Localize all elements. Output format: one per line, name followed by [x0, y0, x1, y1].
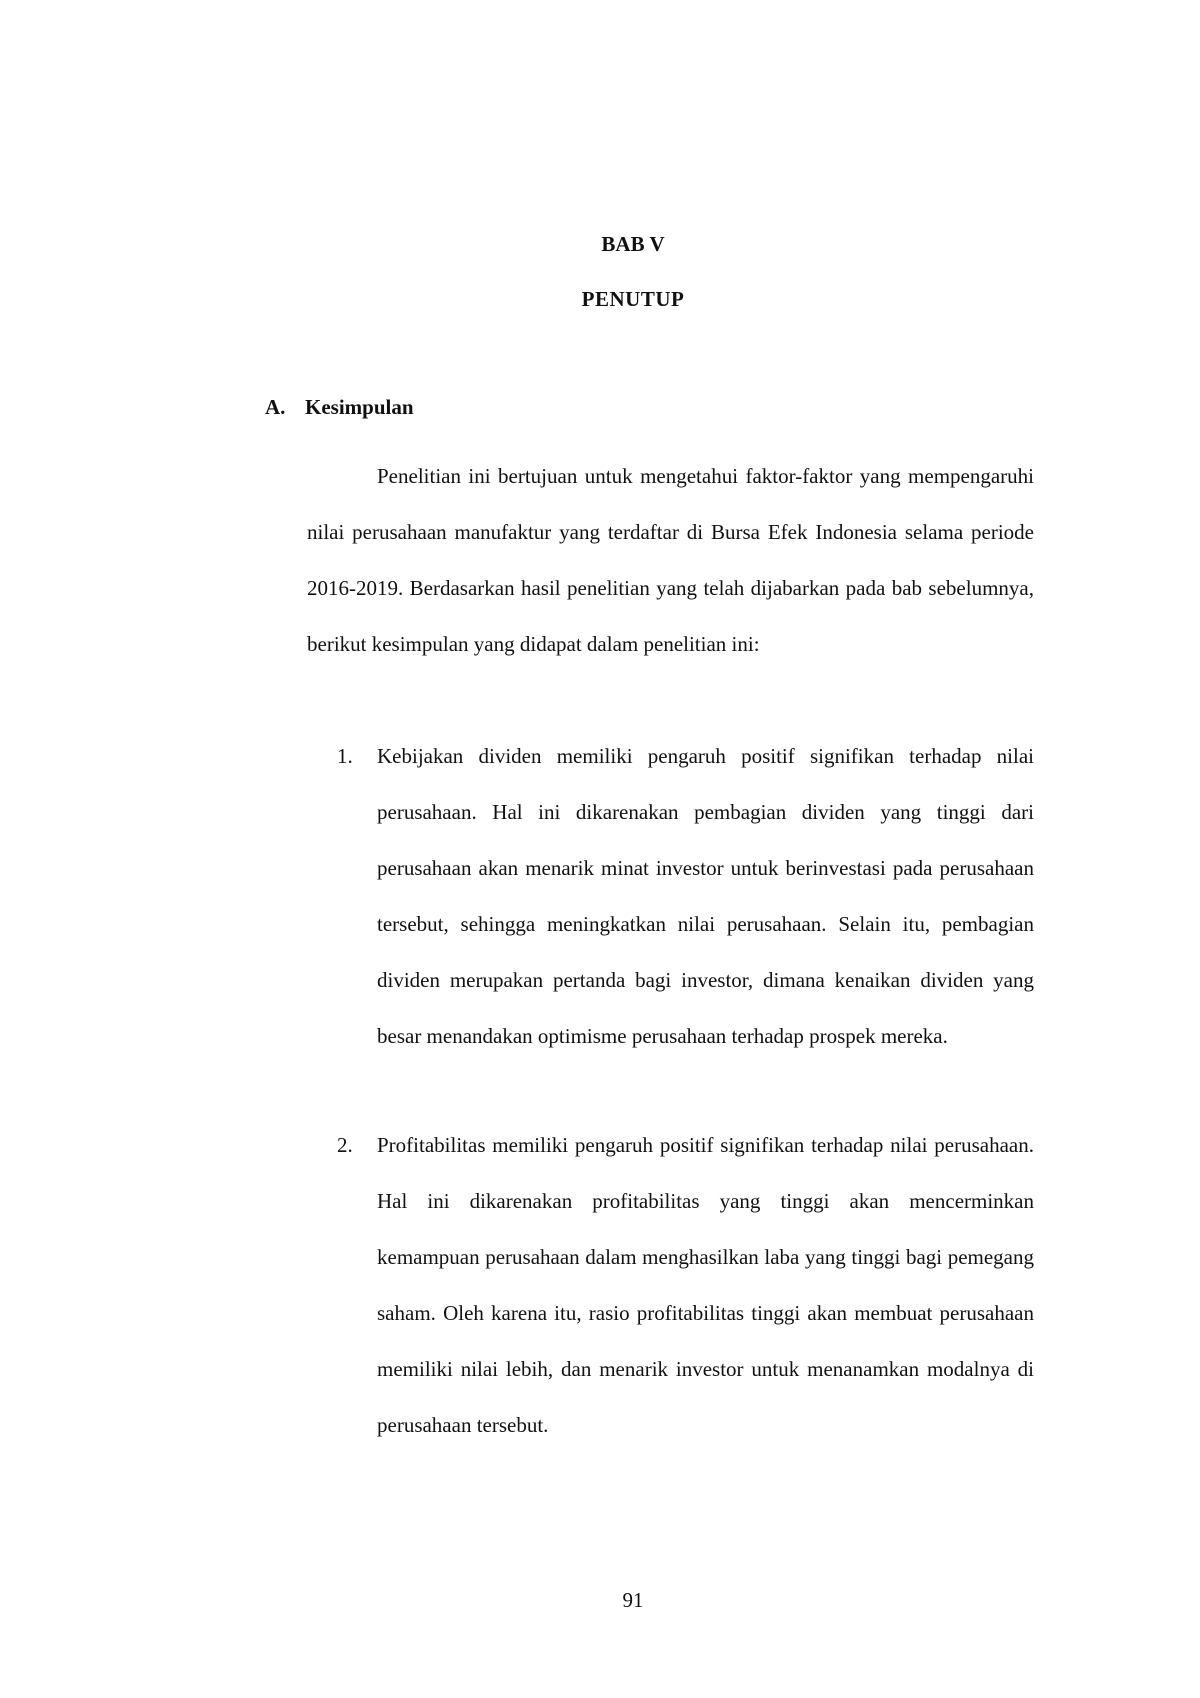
list-item: [337, 728, 1034, 1064]
page-number: 91: [622, 1588, 644, 1612]
intro-paragraph: [307, 448, 1034, 672]
intro-paragraph-text: Penelitian ini bertujuan untuk mengetahui faktor-faktor yang mempengaruhi nilai perusahaan manufaktur yang terdaftar di Bursa Efek Indonesia selama periode 2016-2019. Berdasarkan hasil penelitian yang telah dijabarkan pada bab sebelumnya, berikut kesimpulan yang didapat dalam penelitian ini:: [307, 464, 1034, 656]
section-number: A.: [265, 395, 286, 419]
section-title: Kesimpulan: [305, 395, 414, 419]
chapter-title: PENUTUP: [581, 287, 685, 311]
conclusion-list-part-2: [337, 1117, 1034, 1453]
list-item-text: Kebijakan dividen memiliki pengaruh positif signifikan terhadap nilai perusahaan. Hal ini dikarenakan pembagian dividen yang tinggi dari perusahaan akan menarik minat investor untuk berinvestasi pada perusahaan tersebut, sehingga meningkatkan nilai perusahaan. Selain itu, pembagian dividen merupakan pertanda bagi investor, dimana kenaikan dividen yang besar menandakan optimisme perusahaan terhadap prospek mereka.: [377, 744, 1034, 1048]
list-item-text: Profitabilitas memiliki pengaruh positif signifikan terhadap nilai perusahaan. Hal ini dikarenakan profitabilitas yang tinggi akan mencerminkan kemampuan perusahaan dalam menghasilkan laba yang tinggi bagi pemegang saham. Oleh karena itu, rasio profitabilitas tinggi akan membuat perusahaan memiliki nilai lebih, dan menarik investor untuk menanamkan modalnya di perusahaan tersebut.: [377, 1133, 1034, 1437]
list-item-marker: 2.: [337, 1133, 353, 1157]
list-item: [337, 1117, 1034, 1453]
conclusion-list-part-1: [337, 728, 1034, 1064]
list-item-marker: 1.: [337, 744, 353, 768]
section-heading: [265, 395, 414, 420]
chapter-heading: BAB V: [601, 232, 665, 256]
